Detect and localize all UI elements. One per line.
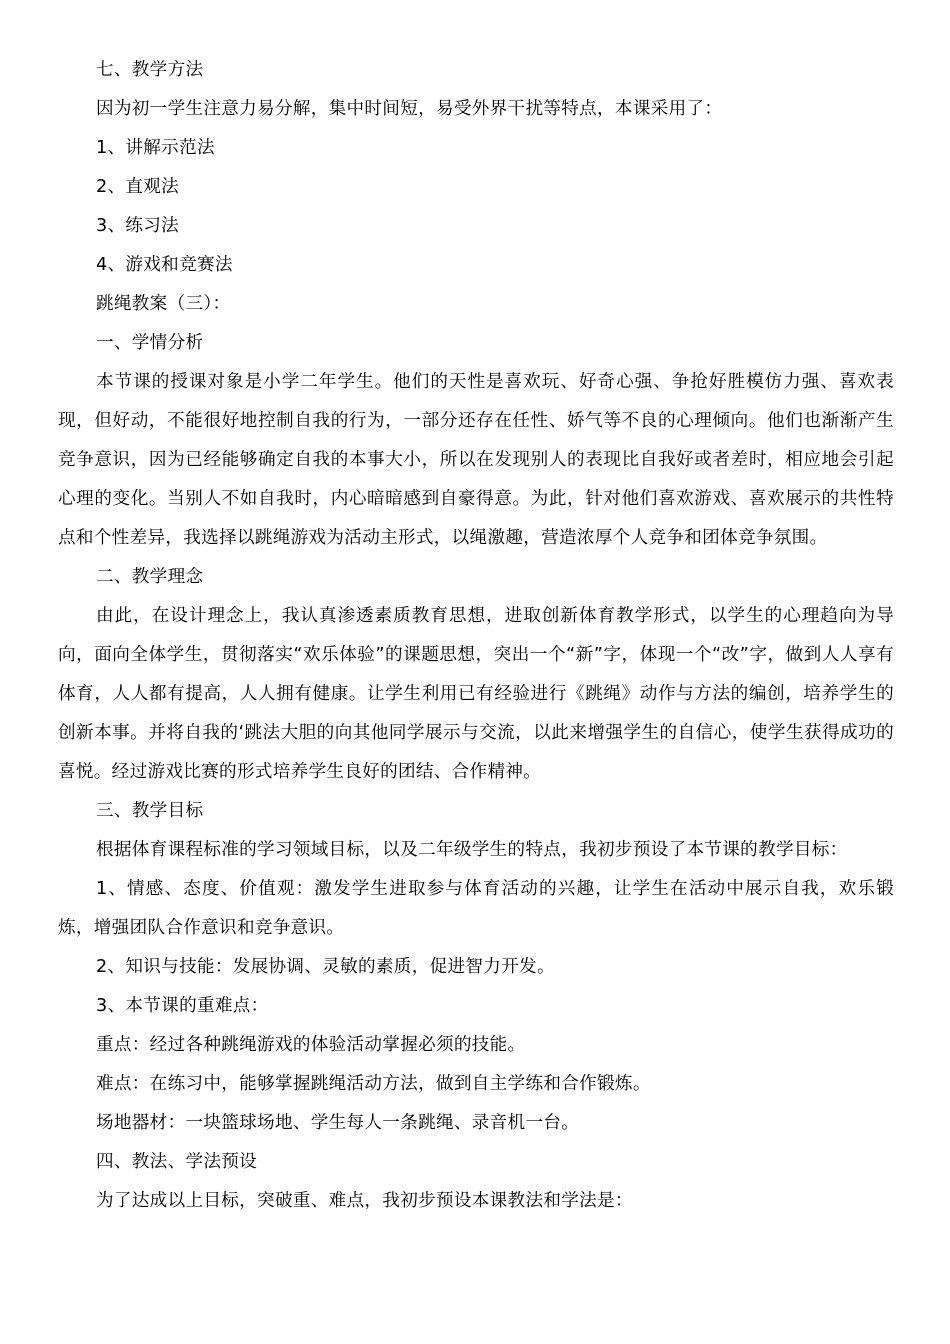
lesson-plan-title: 跳绳教案（三）： <box>96 294 231 314</box>
list-item-method-4: 4、游戏和竞赛法 <box>96 255 233 275</box>
section-heading-teaching-methods: 七、教学方法 <box>96 60 204 80</box>
paragraph-methods-preset: 为了达成以上目标，突破重、难点，我初步预设本课教法和学法是： <box>96 1191 633 1211</box>
list-item-objective-1: 1、情感、态度、价值观：激发学生进取参与体育活动的兴趣，让学生在活动中展示自我，欢乐锻炼，增强团队合作意识和竞争意识。 <box>58 879 894 938</box>
list-item-method-2: 2、直观法 <box>96 177 180 197</box>
paragraph-methods-intro: 因为初一学生注意力易分解，集中时间短，易受外界干扰等特点，本课采用了： <box>96 99 723 119</box>
list-item-method-3: 3、练习法 <box>96 216 180 236</box>
document-page <box>58 51 894 1221</box>
paragraph-teaching-philosophy: 由此，在设计理念上，我认真渗透素质教育思想，进取创新体育教学形式，以学生的心理趋向为导向，面向全体学生，贯彻落实“欢乐体验”的课题思想，突出一个“新”字，体现一个“改”字，做到人人享有体育，人人都有提高，人人拥有健康。让学生利用已有经验进行《跳绳》动作与方法的编创，培养学生的创新本事。并将自我的‘跳法大胆的向其他同学展示与交流，以此来增强学生的自信心，使学生获得成功的喜悦。经过游戏比赛的形式培养学生良好的团结、合作精神。 <box>58 606 894 782</box>
paragraph-difficulties: 难点：在练习中，能够掌握跳绳活动方法，做到自主学练和合作锻炼。 <box>96 1074 651 1094</box>
paragraph-objectives-intro: 根据体育课程标准的学习领域目标，以及二年级学生的特点，我初步预设了本节课的教学目标： <box>96 840 848 860</box>
section-heading-teaching-objectives: 三、教学目标 <box>96 801 204 821</box>
list-item-objective-2: 2、知识与技能：发展协调、灵敏的素质，促进智力开发。 <box>96 957 555 977</box>
list-item-objective-3: 3、本节课的重难点： <box>96 996 269 1016</box>
paragraph-equipment: 场地器材：一块篮球场地、学生每人一条跳绳、录音机一台。 <box>96 1113 580 1133</box>
list-item-method-1: 1、讲解示范法 <box>96 138 215 158</box>
paragraph-key-points: 重点：经过各种跳绳游戏的体验活动掌握必须的技能。 <box>96 1035 526 1055</box>
section-heading-teaching-philosophy: 二、教学理念 <box>96 567 204 587</box>
paragraph-student-analysis: 本节课的授课对象是小学二年学生。他们的天性是喜欢玩、好奇心强、争抢好胜模仿力强、喜欢表现，但好动，不能很好地控制自我的行为，一部分还存在任性、娇气等不良的心理倾向。他们也渐渐产生竞争意识，因为已经能够确定自我的本事大小，所以在发现别人的表现比自我好或者差时，相应地会引起心理的变化。当别人不如自我时，内心暗暗感到自豪得意。为此，针对他们喜欢游戏、喜欢展示的共性特点和个性差异，我选择以跳绳游戏为活动主形式，以绳激趣，营造浓厚个人竞争和团体竞争氛围。 <box>58 372 894 548</box>
section-heading-teaching-learning-methods: 四、教法、学法预设 <box>96 1152 258 1172</box>
section-heading-student-analysis: 一、学情分析 <box>96 333 204 353</box>
